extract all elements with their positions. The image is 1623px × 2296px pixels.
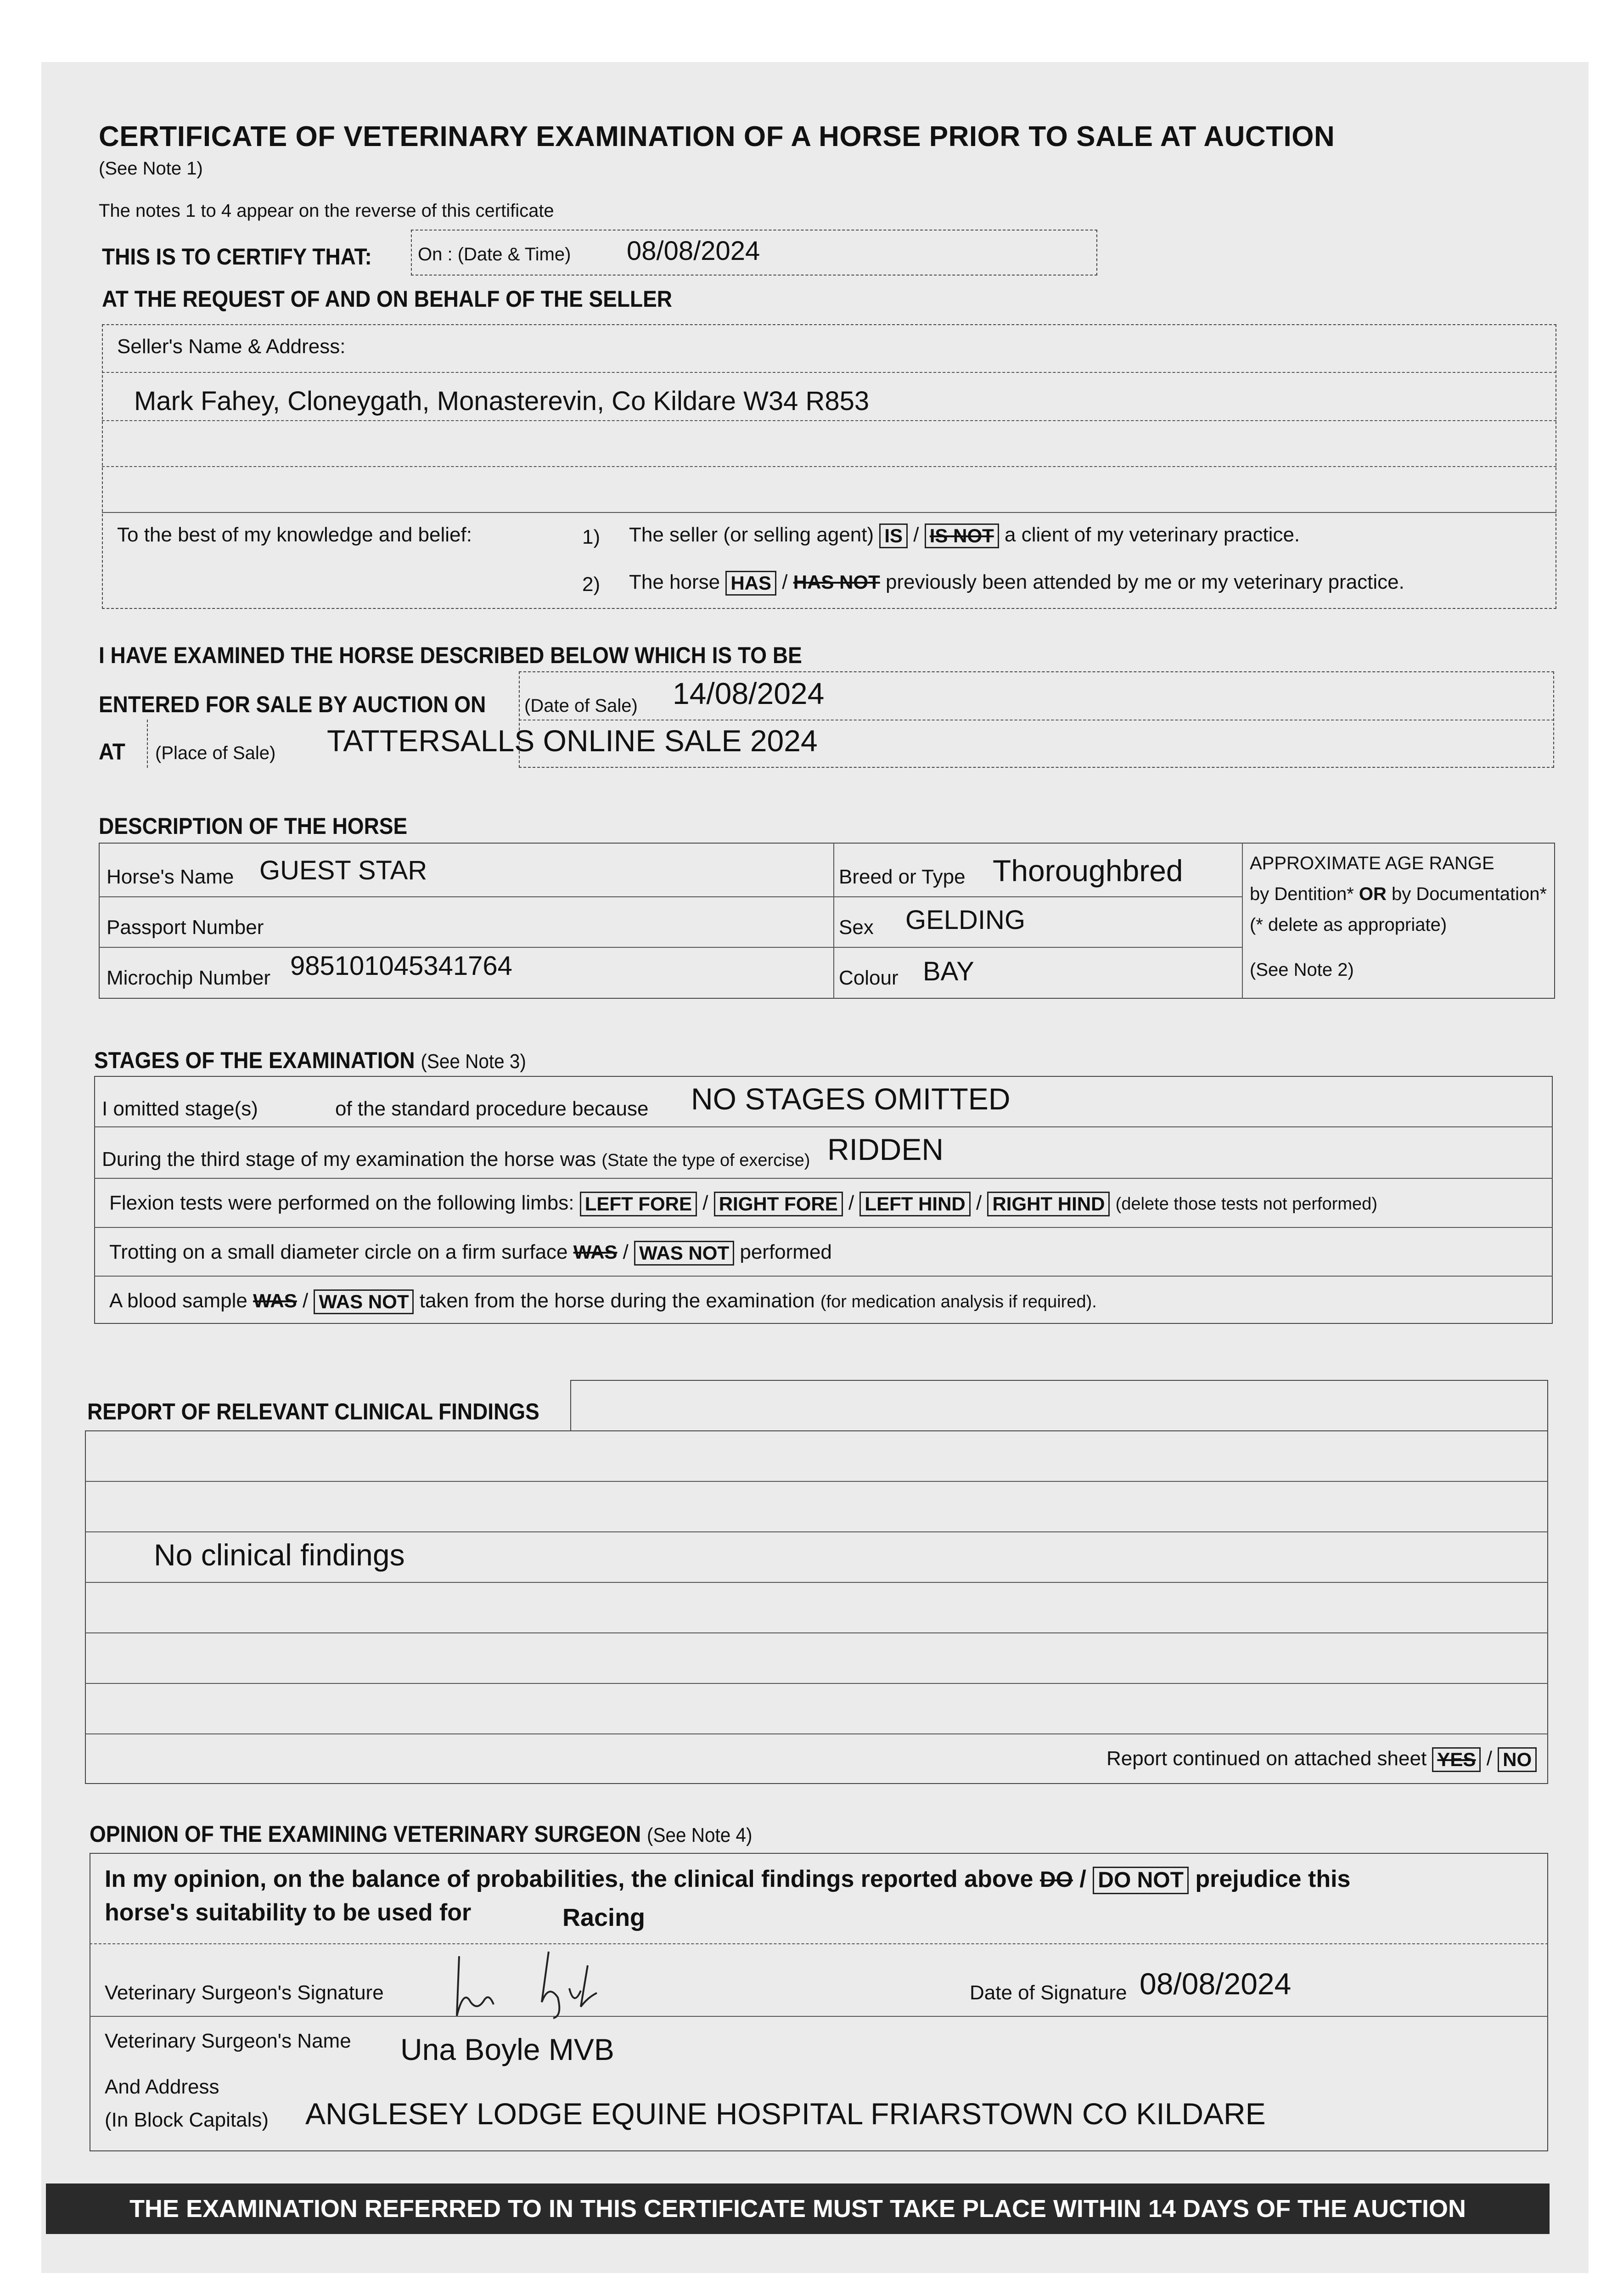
age-range-options xyxy=(1250,884,1547,905)
slash: / xyxy=(913,523,919,546)
report-continued xyxy=(1106,1747,1537,1772)
colour-value: BAY xyxy=(923,957,974,986)
see-note-1: (See Note 1) xyxy=(99,158,203,179)
horse-attended-text-end: previously been attended by me or my veterinary practice. xyxy=(885,571,1404,593)
seller-client-text: The seller (or selling agent) xyxy=(629,523,874,546)
omitted-value: NO STAGES OMITTED xyxy=(691,1082,1011,1116)
address-label-1: And Address xyxy=(105,2076,219,2098)
sale-date-label: (Date of Sale) xyxy=(524,696,638,716)
trotting-text-end: performed xyxy=(740,1241,832,1263)
date-signature-label: Date of Signature xyxy=(970,1981,1127,2004)
third-stage-note: (State the type of exercise) xyxy=(601,1151,810,1170)
stages-row-divider-2 xyxy=(94,1178,1553,1179)
report-header-box xyxy=(570,1380,1548,1431)
vet-name-value: Una Boyle MVB xyxy=(400,2032,614,2066)
slash: / xyxy=(976,1192,982,1214)
continued-yes-deleted: YES xyxy=(1432,1747,1481,1772)
age-delete-note: (* delete as appropriate) xyxy=(1250,915,1447,935)
age-documentation: by Documentation* xyxy=(1392,884,1547,904)
examined-line1: I HAVE EXAMINED THE HORSE DESCRIBED BELOW WHICH IS TO BE xyxy=(99,642,802,668)
report-box xyxy=(85,1430,1548,1784)
opinion-line-2 xyxy=(90,2016,1548,2017)
examined-line2: ENTERED FOR SALE BY AUCTION ON xyxy=(99,692,486,717)
signature-label: Veterinary Surgeon's Signature xyxy=(105,1981,384,2004)
passport-label: Passport Number xyxy=(107,916,264,939)
stages-header-note: (See Note 3) xyxy=(421,1050,526,1073)
opinion-suitability: horse's suitability to be used for xyxy=(105,1899,472,1926)
knowledge-item1 xyxy=(629,523,1300,548)
opinion-header-text: OPINION OF THE EXAMINING VETERINARY SURGEON xyxy=(90,1821,641,1847)
vet-address-value: ANGLESEY LODGE EQUINE HOSPITAL FRIARSTOWN CO KILDARE xyxy=(305,2097,1266,2131)
horse-name-value: GUEST STAR xyxy=(259,855,427,885)
description-col-divider-2 xyxy=(1242,843,1243,999)
third-stage-label xyxy=(102,1148,810,1171)
third-stage-text: During the third stage of my examination the horse was xyxy=(102,1148,596,1171)
slash: / xyxy=(1486,1747,1492,1770)
flexion-row xyxy=(109,1192,1377,1216)
trotting-row xyxy=(109,1241,832,1266)
notes-line: The notes 1 to 4 appear on the reverse of this certificate xyxy=(99,201,554,221)
slash: / xyxy=(1079,1866,1086,1892)
flexion-note: (delete those tests not performed) xyxy=(1115,1194,1377,1214)
seller-line-1 xyxy=(102,372,1556,373)
age-or: OR xyxy=(1359,884,1387,904)
blood-note: (for medication analysis if required). xyxy=(820,1292,1097,1311)
knowledge-item2 xyxy=(629,571,1404,596)
omitted-label-a: I omitted stage(s) xyxy=(102,1097,258,1120)
trotting-was-deleted: WAS xyxy=(573,1241,618,1263)
description-col-divider-1 xyxy=(833,843,834,999)
omitted-label-b: of the standard procedure because xyxy=(335,1097,649,1120)
description-row-divider-2 xyxy=(99,947,1242,948)
slash: / xyxy=(782,571,788,593)
stages-row-divider-3 xyxy=(94,1227,1553,1228)
seller-name-label: Seller's Name & Address: xyxy=(117,335,346,358)
horse-attended-text: The horse xyxy=(629,571,720,593)
stages-header xyxy=(94,1047,526,1074)
certificate-title: CERTIFICATE OF VETERINARY EXAMINATION OF A HORSE PRIOR TO SALE AT AUCTION xyxy=(99,121,1335,152)
certify-on-label: On : (Date & Time) xyxy=(418,244,571,264)
blood-was-deleted: WAS xyxy=(253,1290,297,1311)
vet-signature xyxy=(450,1947,643,2020)
is-option: IS xyxy=(879,523,908,548)
report-line-6 xyxy=(85,1733,1548,1734)
is-not-option-deleted: IS NOT xyxy=(925,523,999,548)
has-option: HAS xyxy=(725,571,776,596)
seller-client-text-end: a client of my veterinary practice. xyxy=(1005,523,1300,546)
report-header: REPORT OF RELEVANT CLINICAL FINDINGS xyxy=(87,1399,539,1424)
opinion-text-end: prejudice this xyxy=(1195,1866,1351,1892)
age-range-title: APPROXIMATE AGE RANGE xyxy=(1250,853,1494,873)
do-not-option: DO NOT xyxy=(1093,1867,1189,1894)
seller-line-3 xyxy=(102,466,1556,467)
blood-text-mid: taken from the horse during the examination xyxy=(419,1289,815,1312)
microchip-value: 985101045341764 xyxy=(290,951,512,981)
place-value: TATTERSALLS ONLINE SALE 2024 xyxy=(327,724,818,758)
at-label: AT xyxy=(99,739,125,765)
seller-line-4 xyxy=(102,512,1556,513)
certify-label: THIS IS TO CERTIFY THAT: xyxy=(102,244,372,270)
vet-name-label: Veterinary Surgeon's Name xyxy=(105,2030,351,2052)
breed-value: Thoroughbred xyxy=(993,854,1183,888)
seller-line-2 xyxy=(102,420,1556,421)
age-see-note-2: (See Note 2) xyxy=(1250,960,1354,980)
do-option-deleted: DO xyxy=(1039,1868,1073,1892)
stages-header-text: STAGES OF THE EXAMINATION xyxy=(94,1047,415,1073)
suitability-use-value: Racing xyxy=(562,1904,646,1931)
request-label: AT THE REQUEST OF AND ON BEHALF OF THE SELLER xyxy=(102,286,672,312)
date-signature-value: 08/08/2024 xyxy=(1140,1967,1292,2001)
report-line-3 xyxy=(85,1582,1548,1583)
footer-banner: THE EXAMINATION REFERRED TO IN THIS CERTIFICATE MUST TAKE PLACE WITHIN 14 DAYS OF THE AUCTION xyxy=(46,2183,1550,2234)
place-label: (Place of Sale) xyxy=(155,743,276,763)
slash: / xyxy=(702,1192,708,1214)
knowledge-label: To the best of my knowledge and belief: xyxy=(117,523,472,546)
seller-address: Mark Fahey, Cloneygath, Monasterevin, Co Kildare W34 R853 xyxy=(134,386,870,416)
breed-label: Breed or Type xyxy=(839,866,966,888)
opinion-statement xyxy=(105,1865,1350,1894)
opinion-header xyxy=(90,1821,753,1847)
blood-was-not: WAS NOT xyxy=(314,1289,414,1314)
knowledge-item2-num: 2) xyxy=(582,573,601,596)
flexion-left-fore: LEFT FORE xyxy=(580,1192,697,1216)
stages-row-divider-1 xyxy=(94,1126,1553,1127)
trotting-was-not: WAS NOT xyxy=(634,1241,734,1266)
opinion-line-1 xyxy=(90,1943,1548,1944)
slash: / xyxy=(623,1241,629,1263)
trotting-text: Trotting on a small diameter circle on a firm surface xyxy=(109,1241,568,1263)
report-line-5 xyxy=(85,1683,1548,1684)
has-not-option-deleted: HAS NOT xyxy=(793,571,880,593)
slash: / xyxy=(848,1192,854,1214)
report-line-4 xyxy=(85,1632,1548,1633)
description-header: DESCRIPTION OF THE HORSE xyxy=(99,813,408,839)
sex-label: Sex xyxy=(839,916,874,939)
third-stage-value: RIDDEN xyxy=(827,1132,944,1166)
horse-name-label: Horse's Name xyxy=(107,866,234,888)
continued-no: NO xyxy=(1498,1747,1537,1772)
flexion-right-hind: RIGHT HIND xyxy=(987,1192,1110,1216)
certify-on-value: 08/08/2024 xyxy=(627,236,760,266)
opinion-header-note: (See Note 4) xyxy=(647,1824,753,1846)
report-line-1 xyxy=(85,1481,1548,1482)
age-dentition: by Dentition* xyxy=(1250,884,1354,904)
clinical-finding: No clinical findings xyxy=(154,1538,405,1572)
flexion-left-hind: LEFT HIND xyxy=(859,1192,970,1216)
flexion-text: Flexion tests were performed on the following limbs: xyxy=(109,1192,574,1214)
address-label-2: (In Block Capitals) xyxy=(105,2109,269,2131)
opinion-text: In my opinion, on the balance of probabilities, the clinical findings reported above xyxy=(105,1866,1033,1892)
sale-date-value: 14/08/2024 xyxy=(673,676,825,710)
sex-value: GELDING xyxy=(905,905,1026,935)
report-line-2 xyxy=(85,1531,1548,1532)
blood-text: A blood sample xyxy=(109,1289,247,1312)
report-continued-text: Report continued on attached sheet xyxy=(1106,1747,1427,1770)
knowledge-item1-num: 1) xyxy=(582,526,601,548)
slash: / xyxy=(303,1289,309,1312)
flexion-right-fore: RIGHT FORE xyxy=(714,1192,843,1216)
blood-sample-row xyxy=(109,1289,1097,1314)
stages-row-divider-4 xyxy=(94,1276,1553,1277)
description-row-divider-1 xyxy=(99,896,1242,897)
colour-label: Colour xyxy=(839,967,899,989)
microchip-label: Microchip Number xyxy=(107,967,270,989)
